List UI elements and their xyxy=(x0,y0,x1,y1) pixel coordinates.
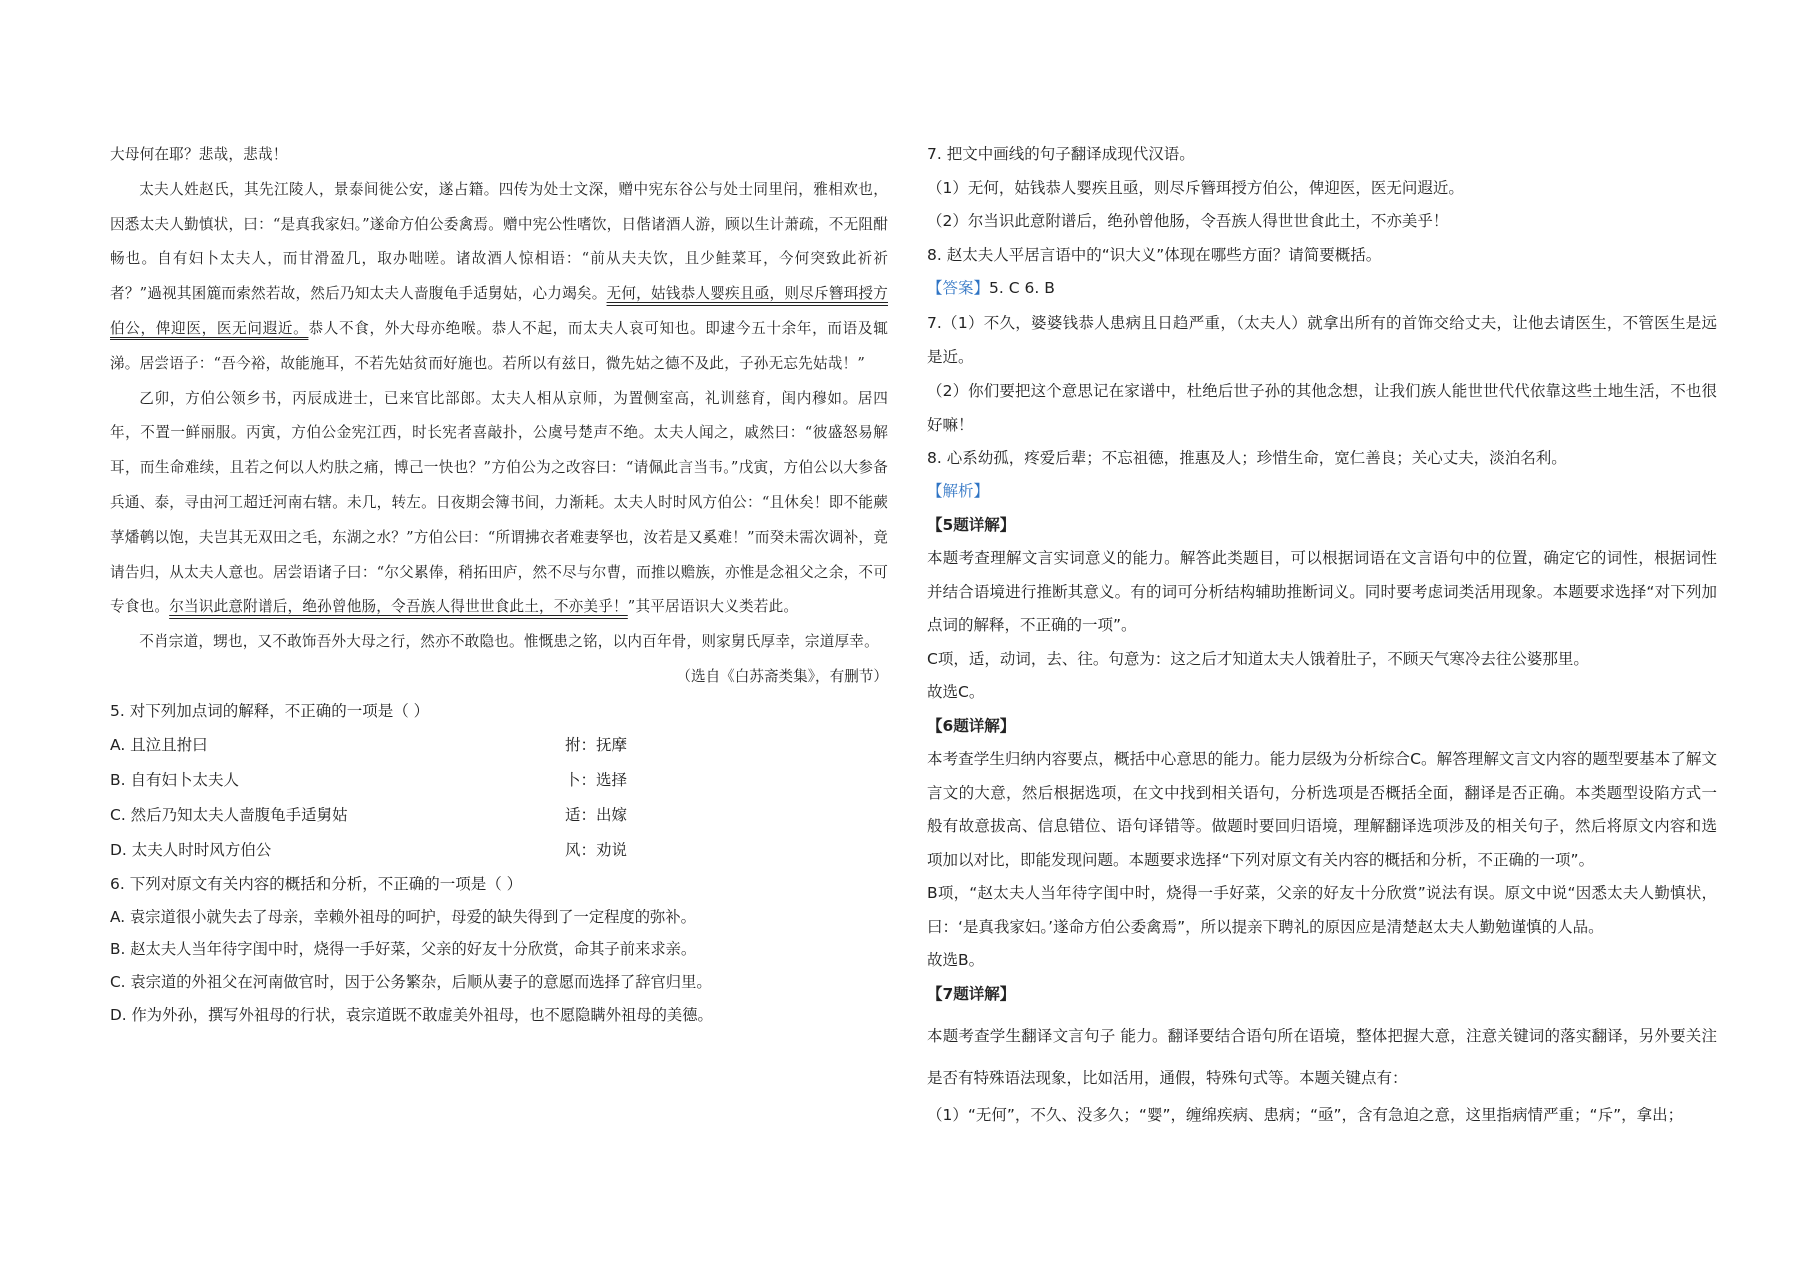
detail-5-heading: 【5题详解】 xyxy=(927,515,1016,534)
passage-source: （选自《白苏斋类集》，有删节） xyxy=(676,667,888,685)
passage-paragraph: 大母何在耶？悲哉，悲哉！ xyxy=(110,146,288,163)
question-6-stem: 6. 下列对原文有关内容的概括和分析，不正确的一项是（ ） xyxy=(110,874,523,893)
underlined-sentence-1: 无何，姑钱恭人婴疾且亟，则尽斥簪珥授方伯公，俾迎医，医无问遐近。 xyxy=(110,285,888,337)
q5-option-c xyxy=(110,798,888,833)
detail-5-text: C项，适，动词，去、往。句意为：这之后才知道太夫人饿着肚子，不顾天气寒冷去往公婆那里。 xyxy=(927,649,1589,668)
passage-paragraph xyxy=(110,382,888,626)
option-explanation: 风：劝说 xyxy=(565,840,628,859)
detail-6-text: B项，“赵太夫人当年待字闺中时，烧得一手好菜，父亲的好友十分欣赏”说法有误。原文中说“因悉太夫人勤慎状，曰：‘是真我家妇。’遂命方伯公委禽焉”，所以提亲下聘礼的原因应是清楚赵太夫人勤勉谨慎的人品。 xyxy=(927,884,1717,936)
left-column xyxy=(110,138,888,1031)
detail-6-text: 本考查学生归纳内容要点，概括中心意思的能力。能力层级为分析综合C。解答理解文言文内容的题型要基本了解文言文的大意，然后根据选项，在文中找到相关语句，分析选项是否概括全面，翻译是否正确。本类题型设陷方式一般有故意拔高、信息错位、语句译错等。做题时要回归语境，理解翻译选项涉及的相关句子，然后将原文内容和选项加以对比，即能发现问题。本题要求选择“下列对原文有关内容的概括和分析，不正确的一项”。 xyxy=(927,750,1717,869)
detail-6-heading: 【6题详解】 xyxy=(927,716,1016,735)
option-text: A. 且泣且拊曰 xyxy=(110,735,208,754)
detail-6-text: 故选B。 xyxy=(927,951,985,969)
detail-7-heading: 【7题详解】 xyxy=(927,984,1016,1003)
passage-text: 太夫人姓赵氏，其先江陵人，景泰间徙公安，遂占籍。四传为处士文深，赠中宪东谷公与处士同里闬，雅相欢也，因悉太夫人勤慎状，曰：“是真我家妇。”遂命方伯公委禽焉。赠中宪公性嗜饮，日偕诸酒人游，顾以生计萧疏，不无阻酣畅也。自有妇卜太夫人，而甘滑盈几，取办咄嗟。诸故酒人惊相语：“前从夫夫饮，且少鲑菜耳，今何突致此祈祈者？”過视其囷簏而索然若故，然后乃知太夫人啬腹龟手适舅姑，心力竭矣。 xyxy=(110,180,888,303)
passage-text: ”其平居语识大义类若此。 xyxy=(627,598,799,616)
answer-line xyxy=(927,272,1717,306)
detail-7-text: 本题考查学生翻译文言句子 能力。翻译要结合语句所在语境，整体把握大意，注意关键词的落实翻译，另外要关注是否有特殊语法现象，比如活用，通假，特殊句式等。本题关键点有： xyxy=(927,1027,1717,1087)
option-text: B. 自有妇卜太夫人 xyxy=(110,770,239,789)
option-text: D. 太夫人时时风方伯公 xyxy=(110,840,272,859)
answer-7-1: 7.（1）不久，婆婆钱恭人患病且日趋严重，（太夫人）就拿出所有的首饰交给丈夫，让他去请医生，不管医生是远是近。 xyxy=(927,313,1717,366)
q5-option-d xyxy=(110,833,888,868)
answer-label: 【答案】 xyxy=(927,279,990,297)
question-5-stem: 5. 对下列加点词的解释，不正确的一项是（ ） xyxy=(110,701,430,720)
detail-5-text: 本题考查理解文言实词意义的能力。解答此类题目，可以根据词语在文言语句中的位置，确定它的词性，根据词性并结合语境进行推断其意义。有的词可分析结构辅助推断词义。同时要考虑词类活用现象。本题要求选择“对下列加点词的解释，不正确的一项”。 xyxy=(927,549,1717,634)
passage-text: 恭人不食，外大母亦绝喉。恭人不起，而太夫人哀可知也。即逮今五十余年，而语及辄涕。居尝语子：“吾今裕，故能施耳，不若先姑贫而好施也。若所以有兹日，微先姑之德不及此，子孙无忘先姑哉！” xyxy=(110,319,888,372)
answer-7-2: （2）你们要把这个意思记在家谱中，杜绝后世子孙的其他念想，让我们族人能世世代代依靠这些土地生活，不也很好嘛！ xyxy=(927,381,1717,434)
q5-option-a xyxy=(110,728,888,763)
passage-paragraph: 不肖宗道，甥也，又不敢饰吾外大母之行，然亦不敢隐也。惟慨患之铭，以内百年骨，则家舅氏厚幸，宗道厚幸。 xyxy=(139,633,879,651)
question-7-stem: 7. 把文中画线的句子翻译成现代汉语。 xyxy=(927,145,1195,163)
question-7-2: （2）尔当识此意附谱后，绝孙曾他肠，令吾族人得世世食此土，不亦美乎！ xyxy=(927,212,1449,230)
q6-option-a: A. 袁宗道很小就失去了母亲，幸赖外祖母的呵护，母爱的缺失得到了一定程度的弥补。 xyxy=(110,907,696,926)
detail-7-text: （1）“无何”，不久、没多久；“婴”，缠绵疾病、患病；“亟”，含有急迫之意，这里指病情严重；“斥”，拿出； xyxy=(927,1106,1684,1124)
question-8-stem: 8. 赵太夫人平居言语中的“识大义”体现在哪些方面？请简要概括。 xyxy=(927,245,1382,264)
right-column xyxy=(927,138,1717,1133)
answer-8: 8. 心系幼孤，疼爱后辈；不忘祖德，推惠及人；珍惜生命，宽仁善良；关心丈夫，淡泊名利。 xyxy=(927,448,1567,467)
option-explanation: 卜：选择 xyxy=(565,770,628,789)
q5-option-b xyxy=(110,763,888,798)
q6-option-d: D. 作为外孙，撰写外祖母的行状，袁宗道既不敢虚美外祖母，也不愿隐瞒外祖母的美德。 xyxy=(110,1005,713,1024)
passage-paragraph xyxy=(110,173,888,382)
passage-text: 乙卯，方伯公领乡书，丙辰成进士，已来官比部郎。太夫人相从京师，为置侧室高，礼训慈育，闺内穆如。居四年，不置一鲜丽服。丙寅，方伯公金宪江西，时长宪者喜敲扑，公虞号楚声不绝。太夫人闻之，戚然曰：“彼盛怒易解耳，而生命难续，且若之何以人灼肤之痛，博己一快也？”方伯公为之改容曰：“请佩此言当韦。”戊寅，方伯公以大参备兵通、泰，寻由河工超迁河南右辖。未几，转左。日夜期会簿书间，力渐耗。太夫人时时风方伯公：“且休矣！即不能蕨莩燔鹌以饱，夫岂其无双田之毛，东湖之水？”方伯公曰：“所谓拂衣者难妻孥也，汝若是又奚难！”而癸未需次调补，竟请告归，从太夫人意也。居尝语诸子曰：“尔父累俸，稍拓田庐，然不尽与尔曹，而推以赡族，亦惟是念祖父之余，不可专食也。 xyxy=(110,389,888,616)
option-explanation: 拊：抚摩 xyxy=(565,735,628,754)
detail-5-text: 故选C。 xyxy=(927,683,985,701)
answer-text: 5. C 6. B xyxy=(989,279,1055,297)
q6-option-b: B. 赵太夫人当年待字闺中时，烧得一手好菜，父亲的好友十分欣赏，命其子前来求亲。 xyxy=(110,940,697,959)
q6-option-c: C. 袁宗道的外祖父在河南做官时，因于公务繁杂，后顺从妻子的意愿而选择了辞官归里。 xyxy=(110,972,712,991)
analysis-label: 【解析】 xyxy=(927,482,990,500)
question-7-1: （1）无何，姑钱恭人婴疾且亟，则尽斥簪珥授方伯公，俾迎医，医无问遐近。 xyxy=(927,178,1464,197)
option-explanation: 适：出嫁 xyxy=(565,805,628,824)
option-text: C. 然后乃知太夫人啬腹龟手适舅姑 xyxy=(110,805,348,824)
underlined-sentence-2: 尔当识此意附谱后，绝孙曾他肠，令吾族人得世世食此土，不亦美乎！ xyxy=(169,598,628,616)
